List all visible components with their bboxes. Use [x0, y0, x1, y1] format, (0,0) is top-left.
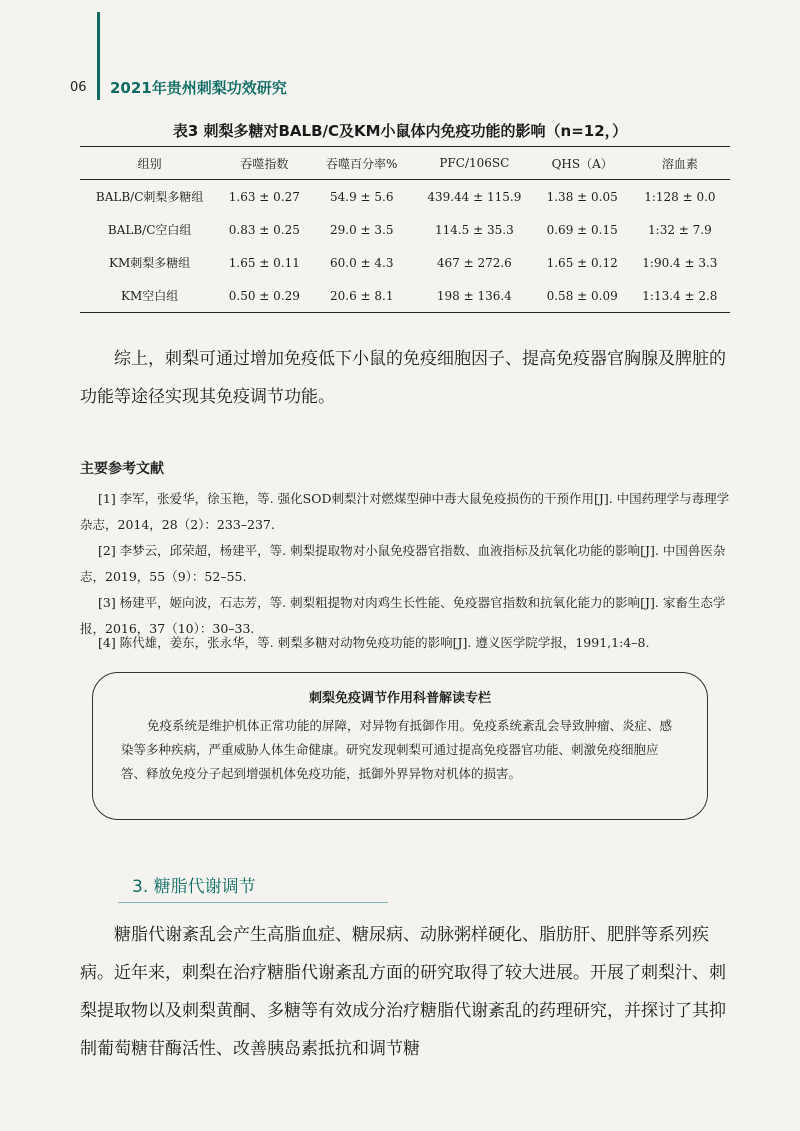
science-explainer-box	[92, 672, 708, 820]
table-cell: 54.9 ± 5.6	[329, 189, 394, 204]
column-header: 组别	[80, 147, 219, 180]
table-cell: 1:32 ± 7.9	[648, 222, 712, 237]
column-header: 吞噬百分率%	[309, 147, 414, 180]
table-cell: 29.0 ± 3.5	[329, 222, 394, 237]
table-caption: 表3 刺梨多糖对BALB/C及KM小鼠体内免疫功能的影响（n=12，）	[172, 122, 628, 140]
column-header: 溶血素	[630, 147, 730, 180]
table-cell: 467 ± 272.6	[436, 255, 512, 270]
immune-function-table	[80, 146, 730, 313]
references-heading: 主要参考文献	[80, 461, 164, 477]
table-cell: 1.65 ± 0.12	[546, 255, 618, 270]
table-cell: BALB/C刺梨多糖组	[95, 190, 204, 204]
reference-item: [1] 李军，张爱华，徐玉艳，等. 强化SOD刺梨汁对燃煤型砷中毒大鼠免疫损伤的干预作用[J]. 中国药理学与毒理学杂志，2014，28（2）：233–237.	[80, 491, 730, 532]
table-cell: 0.50 ± 0.29	[219, 279, 309, 313]
section-heading-underline	[118, 902, 388, 903]
table-cell: 0.69 ± 0.15	[546, 222, 618, 237]
table-cell: KM空白组	[80, 279, 219, 313]
reference-item: [3] 杨建平，姬向波，石志芳，等. 刺梨粗提物对肉鸡生长性能、免疫器官指数和抗氧化能力的影响[J]. 家畜生态学报，2016，37（10）：30–33.	[80, 595, 726, 636]
header-accent-bar	[97, 12, 100, 100]
reference-item: [2] 李梦云，邱荣超，杨建平，等. 刺梨提取物对小鼠免疫器官指数、血液指标及抗氧化功能的影响[J]. 中国兽医杂志，2019，55（9）：52–55.	[80, 543, 726, 584]
table-cell: 439.44 ± 115.9	[427, 189, 522, 204]
table-cell: 114.5 ± 35.3	[434, 222, 514, 237]
table-row	[80, 279, 730, 313]
table-row	[80, 180, 730, 214]
table-cell: KM刺梨多糖组	[109, 256, 191, 270]
table-row	[80, 246, 730, 279]
summary-paragraph: 综上，刺梨可通过增加免疫低下小鼠的免疫细胞因子、提高免疫器官胸腺及脾脏的功能等途径实现其免疫调节功能。	[80, 349, 726, 407]
column-header: PFC/106SC	[414, 147, 535, 180]
table-cell: 1.63 ± 0.27	[228, 189, 300, 204]
column-header: 吞噬指数	[219, 147, 309, 180]
sidebar-title: 刺梨免疫调节作用科普解读专栏	[308, 691, 491, 706]
table-cell: 1:13.4 ± 2.8	[630, 279, 730, 313]
reference-item: [4] 陈代雄，姜东，张永华，等. 刺梨多糖对动物免疫功能的影响[J]. 遵义医学院学报，1991,1:4–8.	[98, 635, 650, 650]
running-title: 2021年贵州刺梨功效研究	[110, 79, 287, 97]
table-cell: 1.65 ± 0.11	[228, 255, 300, 270]
table-cell: 60.0 ± 4.3	[329, 255, 394, 270]
table-cell: 1.38 ± 0.05	[546, 189, 618, 204]
sidebar-body: 免疫系统是维护机体正常功能的屏障，对异物有抵御作用。免疫系统紊乱会导致肿瘤、炎症、感染等多种疾病，严重威胁人体生命健康。研究发现刺梨可通过提高免疫器官功能、刺激免疫细胞应答、释放免疫分子起到增强机体免疫功能，抵御外界异物对机体的损害。	[121, 718, 673, 781]
table-cell: 0.58 ± 0.09	[535, 279, 630, 313]
table-cell: 1:128 ± 0.0	[644, 189, 716, 204]
table-cell: 198 ± 136.4	[414, 279, 535, 313]
table-cell: 20.6 ± 8.1	[309, 279, 414, 313]
table-header-row	[80, 147, 730, 180]
table-cell: BALB/C空白组	[107, 223, 192, 237]
section-heading: 3. 糖脂代谢调节	[132, 877, 256, 897]
table-cell: 0.83 ± 0.25	[228, 222, 300, 237]
page-number: 06	[70, 80, 87, 95]
table-cell: 1:90.4 ± 3.3	[642, 255, 718, 270]
column-header: QHS（A）	[535, 147, 630, 180]
section-paragraph: 糖脂代谢紊乱会产生高脂血症、糖尿病、动脉粥样硬化、脂肪肝、肥胖等系列疾病。近年来，刺梨在治疗糖脂代谢紊乱方面的研究取得了较大进展。开展了刺梨汁、刺梨提取物以及刺梨黄酮、多糖等有效成分治疗糖脂代谢紊乱的药理研究，并探讨了其抑制葡萄糖苷酶活性、改善胰岛素抵抗和调节糖	[80, 925, 726, 1059]
table-row	[80, 213, 730, 246]
